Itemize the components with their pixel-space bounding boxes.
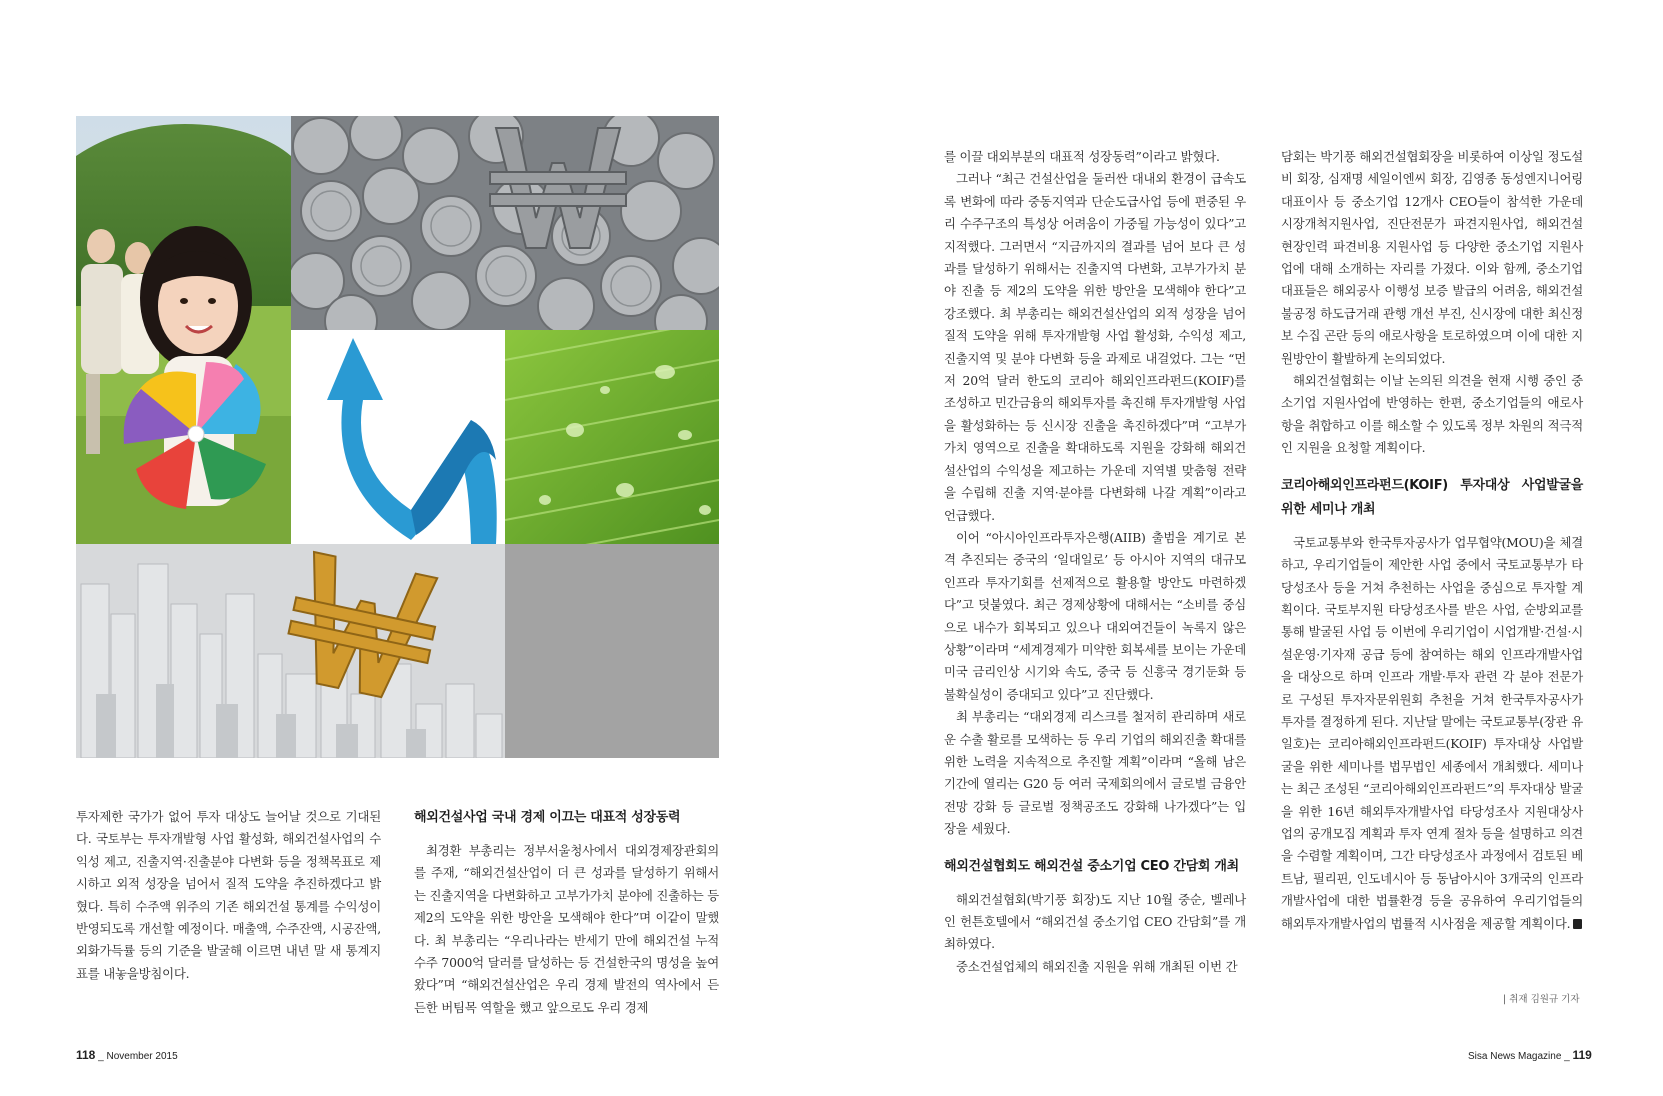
right-column-2	[1281, 146, 1583, 935]
body-paragraph: 투자제한 국가가 없어 투자 대상도 늘어날 것으로 기대된다. 국토부는 투자개발형 사업 활성화, 해외건설사업의 수익성 제고, 진출지역·진출분야 다변화 등을 정책목표로 제시하고 외적 성장을 넘어서 질적 도약을 추진하겠다고 밝혔다. 특히 수주액 위주의 기존 해외건설 통계를 수익성이 반영되도록 개선할 예정이다. 매출액, 수주잔액, 시공잔액, 외화가득률 등의 기준을 발굴해 이르면 내년 말 새 통계지표를 내놓을방침이다.	[76, 809, 381, 981]
body-paragraph: 최경환 부총리는 정부서울청사에서 대외경제장관회의를 주재, “해외건설산업이 더 큰 성과를 달성하기 위해서는 진출지역을 다변화하고 고부가가치 분야에 진출하는 등 제2의 도약을 위한 방안을 모색해야 한다”며 이같이 말했다. 최 부총리는 “우리나라는 반세기 만에 해외건설 누적수주 7000억 달러를 달성하는 등 건설한국의 명성을 높여 왔다”며 “해외건설산업은 우리 경제 발전의 역사에서 든든한 버팀목 역할을 했고 앞으로도 우리 경제	[414, 843, 719, 1015]
photo-collage	[76, 116, 719, 758]
girl-pinwheel-icon	[76, 116, 291, 544]
up-arrow-icon	[291, 330, 505, 544]
coins-pile-icon	[291, 116, 719, 330]
leaf-droplets-tile	[505, 330, 719, 544]
last-paragraph-text: 국토교통부와 한국투자공사가 업무협약(MOU)을 체결하고, 우리기업들이 제안한 사업 중에서 국토교통부가 타당성조사 등을 거쳐 추천하는 사업을 중심으로 투자할 계획이다. 국토부지원 타당성조사를 받은 사업, 순방외교를 통해 발굴된 사업 등 이번에 우리기업이 시업개발·건설·시설운영·기자재 공급 등에 참여하는 해외 인프라개발사업을 대상으로 하며 인프라 개발·투자 관련 각 분야 전문가로 구성된 투자자문위원회 추천을 거쳐 한국투자공사가 투자를 결정하게 된다. 지난달 말에는 국토교통부(장관 유일호)는 코리아해외인프라펀드(KOIF) 투자대상 사업발굴을 위한 세미나를 법무법인 세종에서 개최했다. 세미나는 최근 조성된 “코리아해외인프라펀드”의 투자대상 발굴을 위한 16년 해외투자개발사업 타당성조사 지원대상사업의 공개모집 계획과 투자 연계 절차 등을 설명하고 의견을 수렴할 계획이며, 그간 타당성조사 과정에서 검토된 베트남, 필리핀, 인도네시아 등 동남아시아 3개국의 인프라개발사업에 대한 법률환경 등을 공유하여 우리기업들의 해외투자개발사업의 법률적 시사점을 제공할 계획이다.	[1281, 534, 1583, 931]
end-mark-icon	[1573, 919, 1582, 929]
arrow-graphic-tile	[291, 330, 505, 544]
leaf-icon	[505, 330, 719, 544]
gray-block-tile	[505, 544, 719, 758]
body-paragraph: 해외건설협회(박기풍 회장)도 지난 10월 중순, 벨레나인 헌튼호텔에서 “해외건설 중소기업 CEO 간담회”를 개최하였다.	[944, 891, 1246, 952]
body-paragraph	[1281, 532, 1583, 935]
body-paragraph: 이어 “아시아인프라투자은행(AIIB) 출범을 계기로 본격 추진되는 중국의 ‘일대일로’ 등 아시아 지역의 대규모 인프라 투자기회를 선제적으로 활용할 방안도 마련하겠다”고 덧붙였다. 최근 경제상황에 대해서는 “소비를 중심으로 내수가 회복되고 있으나 대외여건들이 녹록지 않은 상황”이라며 “세계경제가 미약한 회복세를 보이는 가운데 미국 금리인상 시기와 속도, 중국 등 신흥국 경기둔화 등 불확실성이 증대되고 있다”고 진단했다.	[944, 529, 1246, 702]
body-paragraph: 중소건설업체의 해외진출 지원을 위해 개최된 이번 간	[956, 958, 1238, 974]
section-heading: 코리아해외인프라펀드(KOIF) 투자대상 사업발굴을 위한 세미나 개최	[1281, 477, 1583, 517]
body-paragraph: 담회는 박기풍 해외건설협회장을 비롯하여 이상일 정도설비 회장, 심재명 세일이엔씨 회장, 김영종 동성엔지니어링 대표이사 등 중소기업 12개사 CEO들이 참석한 가운데 시장개척지원사업, 진단전문가 파견지원사업, 해외건설 현장인력 파견비용 지원사업 등 다양한 중소기업 지원사업에 대해 소개하는 자리를 가졌다. 이와 함께, 중소기업 대표들은 해외공사 이행성 보증 발급의 어려움, 해외건설 불공정 하도급거래 관행 개선 부진, 신시장에 대한 최신정보 수집 곤란 등의 애로사항을 토로하였으며 이에 대한 지원방안이 활발하게 논의되었다.	[1281, 149, 1583, 366]
section-heading: 해외건설사업 국내 경제 이끄는 대표적 성장동력	[414, 810, 681, 825]
issue-label: _ November 2015	[98, 1051, 178, 1062]
city-won-tile	[76, 544, 505, 758]
coins-photo-tile	[291, 116, 719, 330]
body-paragraph: 를 이끌 대외부분의 대표적 성장동력”이라고 밝혔다.	[944, 149, 1220, 164]
body-paragraph: 그러나 “최근 건설산업을 둘러싼 대내외 환경이 급속도록 변화에 따라 중동지역과 단순도급사업 등에 편중된 우리 수주구조의 특성상 어려움이 가중될 가능성이 있다”고 지적했다. 그러면서 “지금까지의 결과를 넘어 보다 큰 성과를 달성하기 위해서는 진출지역 다변화, 고부가가치 분야 진출 등 제2의 도약을 위한 방안을 모색해야 한다”고 강조했다. 최 부총리는 해외건설산업의 외적 성장을 넘어 질적 도약을 위해 투자개발형 사업 활성화, 수익성 제고, 진출지역 및 분야 다변화 등을 과제로 내걸었다. 그는 “먼저 20억 달러 한도의 코리아 해외인프라펀드(KOIF)를 조성하고 민간금융의 해외투자를 촉진해 투자개발형 사업을 활성화하는 등 신시장 진출을 촉진하겠다”며 “고부가가치 영역으로 진출을 확대하도록 지원을 강화해 해외건설산업의 수익성을 제고하는 가운데 지역별 맞춤형 전략을 수립해 진출 지역·분야를 다변화해 나갈 계획”이라고 언급했다.	[944, 171, 1246, 523]
left-folio	[76, 1048, 178, 1062]
body-paragraph: 해외건설협회는 이날 논의된 의견을 현재 시행 중인 중소기업 지원사업에 반영하는 한편, 중소기업들의 애로사항을 취합하고 이를 해소할 수 있도록 정부 차원의 적극적인 지원을 요청할 계획이다.	[1281, 373, 1583, 456]
magazine-label: Sisa News Magazine _	[1468, 1051, 1570, 1062]
page-number: 119	[1572, 1048, 1592, 1062]
byline-credit: | 취재 김원규 기자	[1503, 994, 1580, 1005]
family-photo-tile	[76, 116, 291, 544]
right-folio	[1468, 1048, 1592, 1062]
left-column-2	[414, 806, 719, 1019]
body-paragraph: 최 부총리는 “대외경제 리스크를 철저히 관리하며 새로운 수출 활로를 모색하는 등 우리 기업의 해외진출 확대를 위한 노력을 지속적으로 추진할 계획”이라며 “올해 남은 기간에 열리는 G20 등 여러 국제회의에서 글로벌 금융안전망 강화 등 글로벌 정책공조도 강화해 나가겠다”는 입장을 세웠다.	[944, 709, 1246, 837]
city-skyline-icon	[76, 544, 505, 758]
right-column-1	[944, 146, 1246, 978]
section-heading: 해외건설협회도 해외건설 중소기업 CEO 간담회 개최	[944, 858, 1239, 874]
left-column-1	[76, 806, 381, 985]
page-number: 118	[76, 1048, 96, 1062]
